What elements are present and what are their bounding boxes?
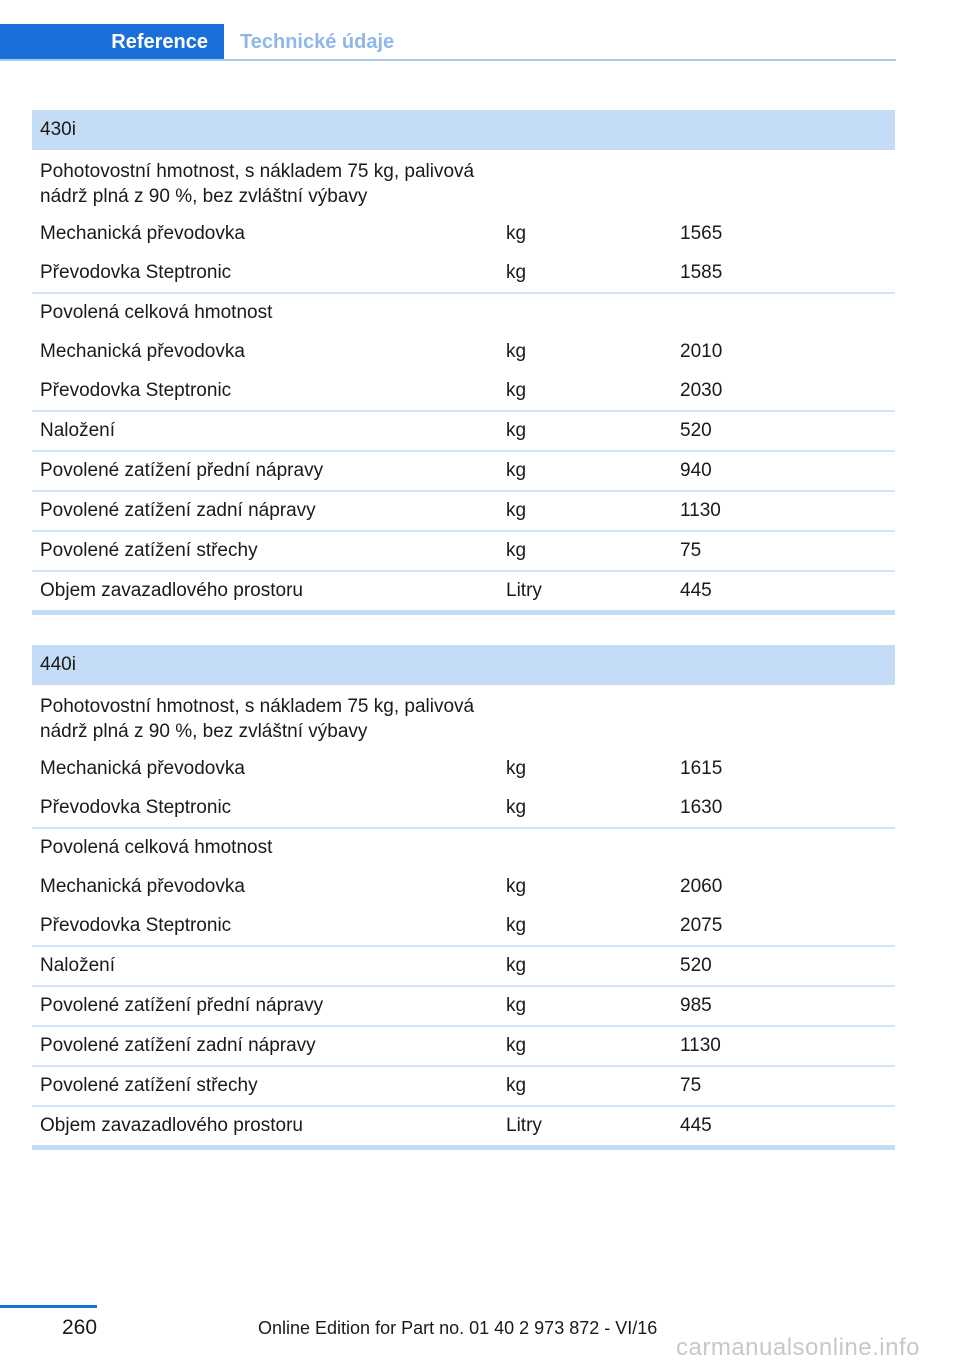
row-value: 445 <box>680 580 712 601</box>
spec-table-440i <box>32 645 895 1150</box>
table-row <box>32 530 895 570</box>
table-row <box>32 1065 895 1105</box>
row-label: Povolené zatížení střechy <box>40 540 258 561</box>
table-row <box>32 788 895 827</box>
table-row <box>32 1105 895 1145</box>
tab-technical-data[interactable]: Technické údaje <box>240 31 395 53</box>
row-value: 1130 <box>680 500 721 521</box>
gross-weight-heading: Povolená celková hmotnost <box>40 302 273 323</box>
footer-accent-line <box>0 1305 97 1308</box>
row-value: 2030 <box>680 379 723 401</box>
row-label: Povolené zatížení střechy <box>40 1075 258 1096</box>
table-row <box>32 490 895 530</box>
row-unit: kg <box>506 420 527 441</box>
table-row <box>32 749 895 788</box>
row-label: Převodovka Steptronic <box>40 379 232 401</box>
table-row <box>32 1025 895 1065</box>
table-row <box>32 253 895 292</box>
row-unit: kg <box>506 955 527 976</box>
row-value: 2010 <box>680 340 723 362</box>
row-unit: kg <box>506 914 527 936</box>
row-label: Povolené zatížení přední nápravy <box>40 460 324 481</box>
table-row <box>32 867 895 906</box>
curb-weight-heading-row <box>32 150 895 214</box>
spec-table-430i <box>32 110 895 615</box>
row-value: 75 <box>680 1075 702 1096</box>
table-row <box>32 332 895 371</box>
row-value: 1130 <box>680 1035 721 1056</box>
table-row <box>32 945 895 985</box>
row-value: 520 <box>680 955 712 976</box>
page-header <box>0 0 960 62</box>
row-label: Povolené zatížení zadní nápravy <box>40 1035 316 1056</box>
table-row <box>32 410 895 450</box>
table-end-bar <box>32 1145 895 1150</box>
row-unit: kg <box>506 796 527 818</box>
row-unit: kg <box>506 261 527 283</box>
gross-weight-heading: Povolená celková hmotnost <box>40 837 273 858</box>
table-end-bar <box>32 610 895 615</box>
row-unit: kg <box>506 460 527 481</box>
row-unit: kg <box>506 222 527 244</box>
row-value: 1630 <box>680 796 723 818</box>
row-unit: kg <box>506 875 527 897</box>
table-row <box>32 214 895 253</box>
row-value: 985 <box>680 995 712 1016</box>
row-value: 75 <box>680 540 702 561</box>
row-label: Mechanická převodovka <box>40 757 245 779</box>
tab-reference[interactable]: Reference <box>0 24 224 61</box>
table-row <box>32 906 895 945</box>
row-unit: Litry <box>506 1115 542 1136</box>
row-value: 1565 <box>680 222 723 244</box>
row-label: Objem zavazadlového prostoru <box>40 580 303 601</box>
row-value: 2075 <box>680 914 723 936</box>
gross-weight-heading-row <box>32 827 895 867</box>
table-row <box>32 450 895 490</box>
watermark: carmanualsonline.info <box>676 1334 920 1361</box>
curb-weight-heading: Pohotovostní hmotnost, s nákladem 75 kg, palivová nádrž plná z 90 %, bez zvláštní výbavy <box>40 696 475 742</box>
table-row <box>32 985 895 1025</box>
curb-weight-heading: Pohotovostní hmotnost, s nákladem 75 kg, palivová nádrž plná z 90 %, bez zvláštní výbavy <box>40 161 475 207</box>
row-value: 940 <box>680 460 712 481</box>
curb-weight-heading-row <box>32 685 895 749</box>
table-title: 430i <box>32 110 895 150</box>
edition-note: Online Edition for Part no. 01 40 2 973 872 - VI/16 <box>258 1318 658 1338</box>
row-label: Povolené zatížení zadní nápravy <box>40 500 316 521</box>
row-label: Naložení <box>40 955 115 976</box>
row-value: 2060 <box>680 875 723 897</box>
gross-weight-heading-row <box>32 292 895 332</box>
row-value: 1615 <box>680 757 723 779</box>
row-unit: kg <box>506 757 527 779</box>
table-title: 440i <box>32 645 895 685</box>
row-unit: kg <box>506 379 527 401</box>
row-label: Objem zavazadlového prostoru <box>40 1115 303 1136</box>
table-row <box>32 371 895 410</box>
row-unit: kg <box>506 1075 527 1096</box>
row-label: Mechanická převodovka <box>40 875 245 897</box>
row-label: Naložení <box>40 420 115 441</box>
row-unit: kg <box>506 995 527 1016</box>
row-unit: kg <box>506 340 527 362</box>
row-label: Převodovka Steptronic <box>40 261 232 283</box>
row-value: 520 <box>680 420 712 441</box>
row-value: 1585 <box>680 261 723 283</box>
row-label: Převodovka Steptronic <box>40 796 232 818</box>
row-label: Mechanická převodovka <box>40 222 245 244</box>
row-label: Převodovka Steptronic <box>40 914 232 936</box>
page-number: 260 <box>62 1316 98 1339</box>
row-unit: Litry <box>506 580 542 601</box>
row-unit: kg <box>506 1035 527 1056</box>
table-row <box>32 570 895 610</box>
row-unit: kg <box>506 500 527 521</box>
row-label: Povolené zatížení přední nápravy <box>40 995 324 1016</box>
row-unit: kg <box>506 540 527 561</box>
row-label: Mechanická převodovka <box>40 340 245 362</box>
row-value: 445 <box>680 1115 712 1136</box>
header-divider <box>0 59 896 61</box>
